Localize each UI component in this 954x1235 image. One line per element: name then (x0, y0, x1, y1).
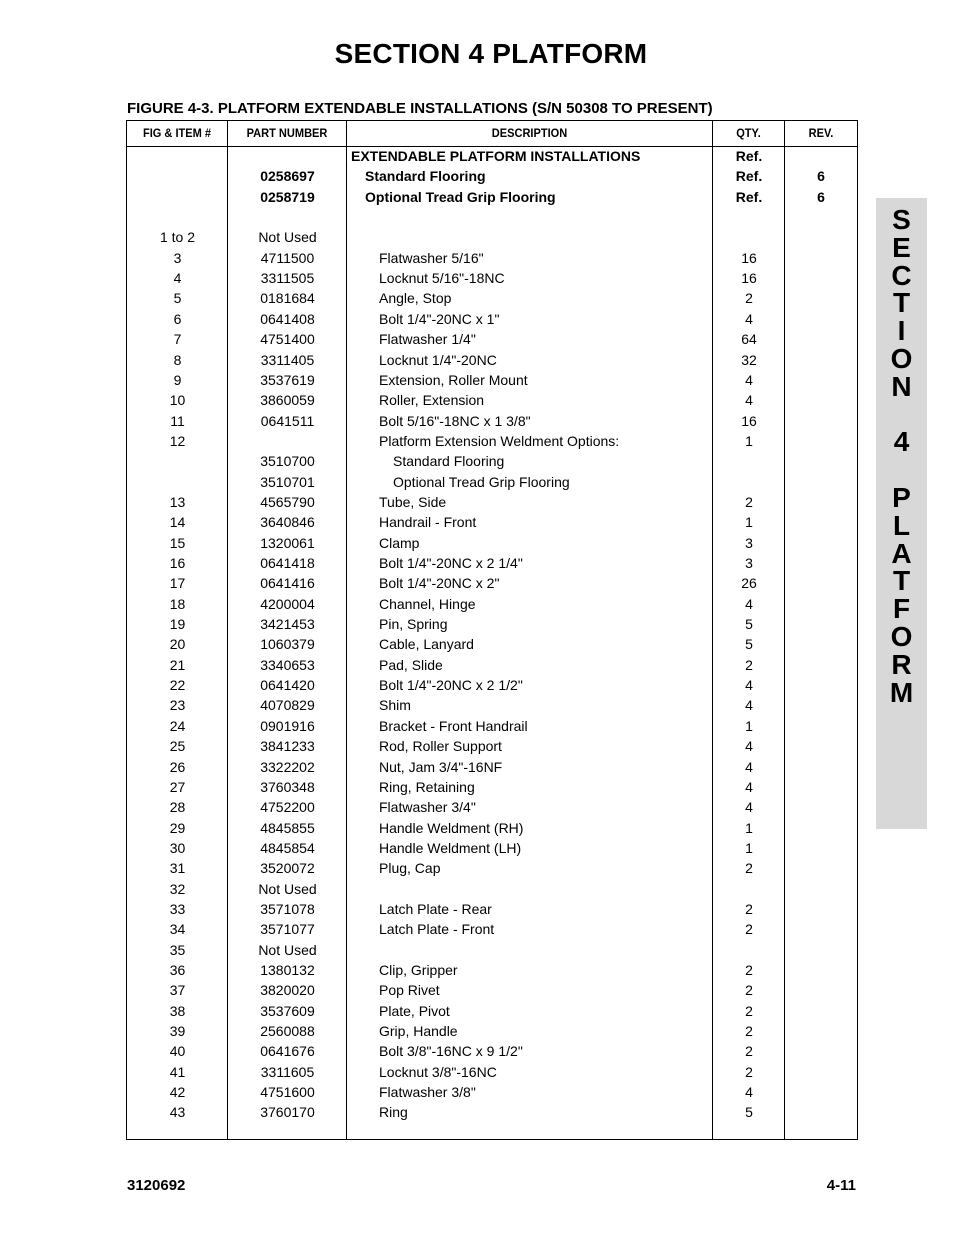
fig-item-cell: 32 (169, 880, 186, 897)
qty-cell: 2 (745, 1063, 753, 1080)
table-row (127, 1041, 857, 1061)
fig-item-cell: 28 (169, 799, 186, 816)
qty-cell: 4 (745, 1084, 753, 1101)
description-cell: Tube, Side (379, 493, 447, 510)
fig-item-cell: 15 (169, 534, 186, 551)
part-number-cell: 3340653 (260, 656, 315, 673)
table-row (127, 1001, 857, 1021)
qty-cell: 4 (745, 310, 753, 327)
side-tab-letter: S (892, 204, 911, 235)
part-number-cell: 3322202 (260, 758, 315, 775)
rev-cell: 6 (817, 168, 825, 185)
fig-item-cell: 14 (169, 514, 186, 531)
description-cell: Bolt 1/4"-20NC x 2 1/2" (379, 677, 523, 694)
part-number-cell: 3640846 (260, 514, 315, 531)
description-cell: Handle Weldment (LH) (379, 839, 522, 856)
description-cell: Clip, Gripper (379, 962, 458, 978)
side-tab-label (876, 206, 927, 706)
description-cell: Roller, Extension (379, 392, 485, 409)
fig-item-cell: 20 (169, 636, 186, 653)
fig-item-cell: 8 (173, 351, 182, 368)
part-number-cell: 4751600 (260, 1084, 315, 1101)
side-tab-letter: A (891, 537, 912, 569)
page-number: 4-11 (826, 1177, 856, 1194)
table-row (127, 736, 857, 756)
description-cell: Nut, Jam 3/4"-16NF (379, 758, 503, 775)
part-number-cell: 3860059 (260, 392, 315, 409)
qty-cell: 2 (745, 962, 753, 978)
fig-item-cell: 33 (169, 900, 186, 917)
table-row (127, 248, 857, 268)
table-row (127, 227, 857, 247)
side-tab-letter: I (897, 315, 906, 347)
qty-cell: 2 (745, 921, 753, 938)
part-number-cell: Not Used (258, 229, 317, 246)
qty-cell: 1 (745, 514, 753, 531)
fig-item-cell: 29 (169, 819, 186, 836)
qty-cell: 2 (745, 656, 753, 673)
side-tab-letter: T (892, 287, 911, 319)
part-number-cell: 3571078 (260, 900, 315, 917)
description-cell: Locknut 3/8"-16NC (379, 1063, 497, 1080)
description-cell: Bracket - Front Handrail (379, 717, 528, 734)
part-number-cell: 4845855 (260, 819, 315, 836)
fig-item-cell: 35 (169, 941, 186, 958)
fig-item-cell: 7 (173, 331, 182, 348)
table-row (127, 350, 857, 370)
table-row (127, 675, 857, 695)
description-cell: Pad, Slide (379, 656, 443, 673)
description-cell: Bolt 5/16"-18NC x 1 3/8" (379, 412, 531, 429)
qty-cell: Ref. (735, 148, 763, 164)
description-cell: Shim (379, 697, 411, 714)
qty-cell: 2 (745, 290, 753, 307)
table-row (127, 512, 857, 532)
qty-cell: 3 (745, 555, 753, 571)
side-tab-letter: M (889, 676, 914, 708)
column-header-qty: QTY. (736, 126, 761, 140)
description-cell: Grip, Handle (379, 1023, 458, 1040)
part-number-cell: 3537619 (260, 371, 315, 388)
part-number-cell: 3311505 (260, 270, 315, 287)
description-cell: Flatwasher 3/8" (379, 1084, 476, 1101)
fig-item-cell: 19 (169, 616, 186, 633)
description-cell: Plate, Pivot (379, 1002, 450, 1019)
part-number-cell: 4752200 (260, 799, 315, 816)
fig-item-cell: 24 (169, 717, 186, 734)
fig-item-cell: 13 (169, 493, 186, 510)
part-number-cell: 4200004 (260, 595, 315, 612)
description-cell: Locknut 1/4"-20NC (379, 351, 497, 368)
fig-item-cell: 41 (169, 1063, 186, 1080)
table-row (127, 451, 857, 471)
fig-item-cell: 38 (169, 1002, 186, 1019)
part-number-cell: 4751400 (260, 331, 315, 348)
table-row (127, 777, 857, 797)
table-row (127, 818, 857, 838)
qty-cell: 4 (745, 799, 753, 816)
part-number-cell: 0258719 (260, 188, 315, 205)
qty-cell: 4 (745, 677, 753, 694)
qty-cell: 1 (745, 717, 753, 734)
qty-cell: 16 (741, 249, 757, 266)
part-number-cell: 0641511 (260, 412, 315, 429)
fig-item-cell: 30 (169, 839, 186, 856)
fig-item-cell: 37 (169, 982, 186, 999)
fig-item-cell: 31 (169, 860, 186, 877)
table-row (127, 858, 857, 878)
part-number-cell: 3510701 (260, 473, 315, 490)
qty-cell: Ref. (735, 188, 763, 205)
fig-item-cell: 36 (169, 962, 186, 978)
table-row (127, 288, 857, 308)
side-tab-letter: L (892, 509, 911, 541)
qty-cell: 4 (745, 778, 753, 795)
table-row (127, 919, 857, 939)
table-row (127, 757, 857, 777)
qty-cell: 16 (741, 412, 757, 429)
qty-cell: 2 (745, 1043, 753, 1060)
part-number-cell: 3311605 (260, 1063, 315, 1080)
parts-table (126, 120, 858, 1140)
part-number-cell: 0641420 (260, 677, 315, 694)
description-cell: Bolt 1/4"-20NC x 1" (379, 310, 500, 327)
table-row (127, 980, 857, 1000)
fig-item-cell: 9 (173, 371, 182, 388)
table-row (127, 695, 857, 715)
table-row (127, 146, 857, 166)
qty-cell: 2 (745, 982, 753, 999)
fig-item-cell: 39 (169, 1023, 186, 1040)
description-cell: Clamp (379, 534, 420, 551)
side-tab-letter (876, 401, 927, 429)
side-tab-letter: F (892, 593, 911, 625)
table-row (127, 1102, 857, 1122)
description-cell: Optional Tread Grip Flooring (365, 188, 556, 205)
table-row (127, 838, 857, 858)
part-number-cell: 0901916 (260, 717, 315, 734)
part-number-cell: Not Used (258, 941, 317, 958)
table-row (127, 370, 857, 390)
description-cell: Flatwasher 3/4" (379, 799, 476, 816)
qty-cell: 5 (745, 636, 753, 653)
side-tab-letter: 4 (893, 426, 910, 458)
description-cell: Standard Flooring (365, 168, 486, 185)
part-number-cell: 3760170 (260, 1104, 315, 1121)
fig-item-cell: 1 to 2 (159, 229, 196, 246)
table-row (127, 634, 857, 654)
qty-cell: 5 (745, 616, 753, 633)
part-number-cell: 2560088 (260, 1023, 315, 1040)
part-number-cell: 3760348 (260, 778, 315, 795)
qty-cell: 1 (745, 432, 753, 449)
description-cell: Latch Plate - Front (379, 921, 495, 938)
fig-item-cell: 22 (169, 677, 186, 694)
part-number-cell: 3311405 (260, 351, 315, 368)
fig-item-cell: 3 (173, 249, 182, 266)
fig-item-cell: 42 (169, 1084, 186, 1101)
fig-item-cell: 17 (169, 575, 186, 592)
table-row (127, 573, 857, 593)
figure-title: FIGURE 4-3. PLATFORM EXTENDABLE INSTALLATIONS (S/N 50308 TO PRESENT) (127, 100, 713, 117)
fig-item-cell: 16 (169, 555, 186, 571)
table-row (127, 960, 857, 980)
part-number-cell: 4070829 (260, 697, 315, 714)
part-number-cell: 0641408 (260, 310, 315, 327)
qty-cell: Ref. (735, 168, 763, 185)
qty-cell: 4 (745, 758, 753, 775)
description-cell: Pin, Spring (379, 616, 448, 633)
table-row (127, 329, 857, 349)
side-tab-letter: P (892, 481, 911, 513)
description-cell: Handrail - Front (379, 514, 477, 531)
fig-item-cell: 25 (169, 738, 186, 755)
description-cell: Platform Extension Weldment Options: (379, 432, 620, 449)
rev-cell: 6 (817, 188, 825, 205)
column-header-fig-item: FIG & ITEM # (142, 126, 212, 140)
description-cell: Cable, Lanyard (379, 636, 474, 653)
table-row (127, 614, 857, 634)
part-number-cell: 1320061 (260, 534, 315, 551)
table-row (127, 594, 857, 614)
qty-cell: 4 (745, 392, 753, 409)
fig-item-cell: 5 (173, 290, 182, 307)
description-cell: Flatwasher 1/4" (379, 331, 476, 348)
description-cell: Angle, Stop (379, 290, 452, 307)
table-row (127, 268, 857, 288)
description-cell: Plug, Cap (379, 860, 441, 877)
part-number-cell: 0641676 (260, 1043, 315, 1060)
qty-cell: 4 (745, 371, 753, 388)
description-cell: Handle Weldment (RH) (379, 819, 524, 836)
part-number-cell: 4845854 (260, 839, 315, 856)
qty-cell: 2 (745, 1002, 753, 1019)
fig-item-cell: 10 (169, 392, 186, 409)
qty-cell: 16 (741, 270, 757, 287)
description-cell: Flatwasher 5/16" (379, 249, 484, 266)
part-number-cell: 3820020 (260, 982, 315, 999)
description-cell: Latch Plate - Rear (379, 900, 492, 917)
column-header-rev: REV. (808, 126, 834, 140)
table-row (127, 655, 857, 675)
description-cell: Extension, Roller Mount (379, 371, 528, 388)
description-cell: Ring (379, 1104, 408, 1121)
fig-item-cell: 26 (169, 758, 186, 775)
description-cell: Bolt 3/8"-16NC x 9 1/2" (379, 1043, 523, 1060)
table-row (127, 431, 857, 451)
qty-cell: 2 (745, 1023, 753, 1040)
fig-item-cell: 18 (169, 595, 186, 612)
table-row (127, 879, 857, 899)
description-cell: Bolt 1/4"-20NC x 2" (379, 575, 500, 592)
part-number-cell: 0641418 (260, 555, 315, 571)
part-number-cell: 3510700 (260, 453, 315, 470)
table-row (127, 390, 857, 410)
qty-cell: 4 (745, 697, 753, 714)
qty-cell: 3 (745, 534, 753, 551)
description-cell: Locknut 5/16"-18NC (379, 270, 505, 287)
qty-cell: 26 (741, 575, 757, 592)
side-tab-letter: E (892, 231, 911, 263)
table-row (127, 797, 857, 817)
table-row (127, 940, 857, 960)
qty-cell: 2 (745, 493, 753, 510)
side-tab-letter: O (890, 620, 913, 652)
side-tab-letter: C (891, 259, 912, 291)
part-number-cell: 0641416 (260, 575, 315, 592)
side-tab-letter: R (891, 648, 912, 680)
part-number-cell: 4565790 (260, 493, 315, 510)
part-number-cell: 3421453 (260, 616, 315, 633)
part-number-cell: 1060379 (260, 636, 315, 653)
description-cell: EXTENDABLE PLATFORM INSTALLATIONS (351, 148, 641, 164)
table-row (127, 492, 857, 512)
part-number-cell: Not Used (258, 880, 317, 897)
qty-cell: 5 (745, 1104, 753, 1121)
qty-cell: 2 (745, 860, 753, 877)
table-row (127, 187, 857, 207)
section-side-tab (876, 198, 927, 829)
qty-cell: 4 (745, 595, 753, 612)
side-tab-letter: T (892, 565, 911, 597)
qty-cell: 1 (745, 839, 753, 856)
table-row (127, 309, 857, 329)
fig-item-cell: 34 (169, 921, 186, 938)
fig-item-cell: 21 (169, 656, 186, 673)
part-number-cell: 4711500 (260, 249, 315, 266)
fig-item-cell: 43 (169, 1104, 186, 1121)
part-number-cell: 3520072 (260, 860, 315, 877)
side-tab-letter: O (890, 342, 913, 374)
fig-item-cell: 11 (170, 412, 185, 429)
table-row (127, 1021, 857, 1041)
table-row (127, 716, 857, 736)
column-header-part-number: PART NUMBER (246, 126, 328, 140)
table-row (127, 472, 857, 492)
column-header-description: DESCRIPTION (491, 126, 568, 140)
description-cell: Pop Rivet (379, 982, 440, 999)
side-tab-letter (876, 456, 927, 484)
table-row (127, 411, 857, 431)
part-number-cell: 1380132 (260, 962, 315, 978)
description-cell: Standard Flooring (393, 453, 505, 470)
part-number-cell: 0181684 (260, 290, 315, 307)
section-title: SECTION 4 PLATFORM (334, 38, 648, 69)
document-number: 3120692 (127, 1177, 186, 1194)
description-cell: Channel, Hinge (379, 595, 476, 612)
qty-cell: 4 (745, 738, 753, 755)
description-cell: Ring, Retaining (379, 778, 475, 795)
table-row (127, 1062, 857, 1082)
description-cell: Rod, Roller Support (379, 738, 502, 755)
table-row (127, 166, 857, 186)
fig-item-cell: 12 (169, 432, 186, 449)
part-number-cell: 3537609 (260, 1002, 315, 1019)
table-row (127, 553, 857, 573)
table-row (127, 899, 857, 919)
qty-cell: 1 (745, 819, 753, 836)
fig-item-cell: 4 (173, 270, 182, 287)
qty-cell: 32 (741, 351, 757, 368)
qty-cell: 2 (745, 900, 753, 917)
description-cell: Bolt 1/4"-20NC x 2 1/4" (379, 555, 523, 571)
table-row (127, 1082, 857, 1102)
qty-cell: 64 (741, 331, 757, 348)
fig-item-cell: 23 (169, 697, 186, 714)
fig-item-cell: 6 (173, 310, 182, 327)
part-number-cell: 3571077 (260, 921, 315, 938)
description-cell: Optional Tread Grip Flooring (393, 473, 570, 490)
part-number-cell: 0258697 (260, 168, 315, 185)
table-row (127, 533, 857, 553)
part-number-cell: 3841233 (260, 738, 315, 755)
fig-item-cell: 27 (169, 778, 186, 795)
fig-item-cell: 40 (169, 1043, 186, 1060)
side-tab-letter: N (891, 370, 912, 402)
table-row (127, 207, 857, 227)
